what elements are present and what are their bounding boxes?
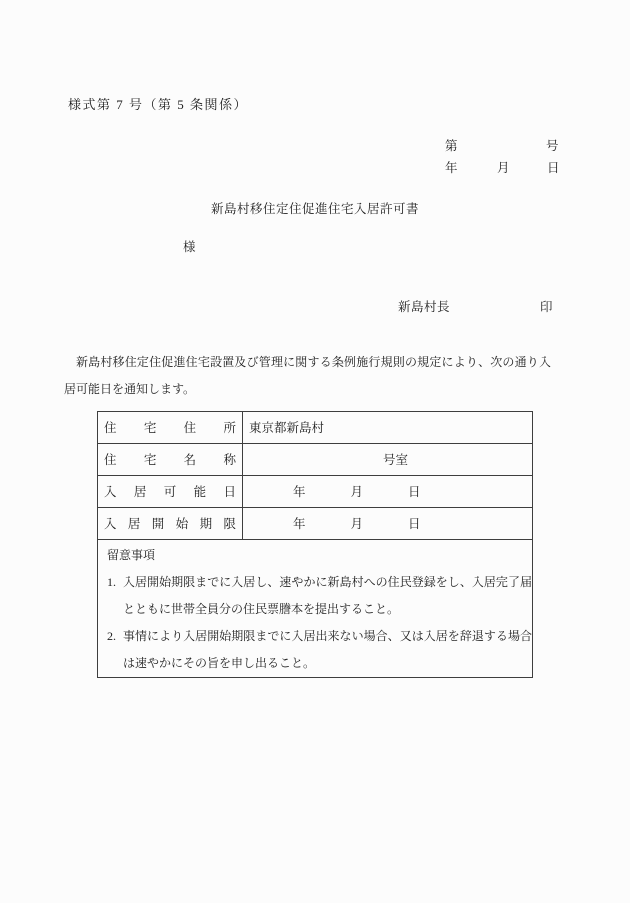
note-text: 事情により入居開始期限までに入居出来ない場合、又は入居を辞退する場合は速やかにその旨を申し出ること。 bbox=[123, 629, 532, 670]
note-item-2 bbox=[107, 623, 532, 677]
notes-title: 留意事項 bbox=[107, 548, 156, 562]
seal-placeholder: 印 bbox=[540, 300, 553, 314]
notes-section bbox=[98, 540, 532, 677]
form-number: 様式第 7 号（第 5 条関係） bbox=[68, 97, 249, 112]
housing-name-label: 住宅名称 bbox=[98, 444, 243, 476]
addressee-honorific: 様 bbox=[183, 240, 196, 254]
note-text: 入居開始期限までに入居し、速やかに新島村への住民登録をし、入居完了届とともに世帯全員分の住民票謄本を提出すること。 bbox=[123, 575, 532, 616]
move-in-available-date-label: 入居可能日 bbox=[98, 476, 243, 508]
year-unit-label: 年 bbox=[293, 485, 306, 499]
issue-date-month-label: 月 bbox=[497, 161, 510, 175]
month-unit-label: 月 bbox=[350, 517, 364, 531]
month-unit-label: 月 bbox=[350, 485, 364, 499]
issuer-name: 新島村長 bbox=[398, 300, 451, 314]
note-item-1 bbox=[107, 569, 532, 623]
document-title: 新島村移住定住促進住宅入居許可書 bbox=[210, 202, 419, 216]
body-paragraph: 新島村移住定住促進住宅設置及び管理に関する条例施行規則の規定により、次の通り入居可能日を通知します。 bbox=[64, 355, 551, 396]
year-unit-label: 年 bbox=[293, 517, 306, 531]
doc-number-prefix: 第 bbox=[445, 139, 458, 153]
day-unit-label: 日 bbox=[408, 485, 421, 499]
move-in-deadline-label: 入居開始期限 bbox=[98, 508, 243, 540]
housing-name-value: 号室 bbox=[243, 444, 532, 476]
day-unit-label: 日 bbox=[408, 517, 421, 531]
permit-table bbox=[97, 411, 533, 678]
doc-number-suffix: 号 bbox=[546, 139, 559, 153]
issue-date-year-label: 年 bbox=[445, 161, 458, 175]
housing-address-value: 東京都新島村 bbox=[243, 412, 532, 444]
note-number: 1. bbox=[107, 575, 116, 589]
move-in-available-date-value bbox=[243, 476, 532, 508]
issue-date-day-label: 日 bbox=[547, 161, 560, 175]
housing-address-label: 住宅住所 bbox=[98, 412, 243, 444]
note-number: 2. bbox=[107, 629, 116, 643]
move-in-deadline-value bbox=[243, 508, 532, 540]
